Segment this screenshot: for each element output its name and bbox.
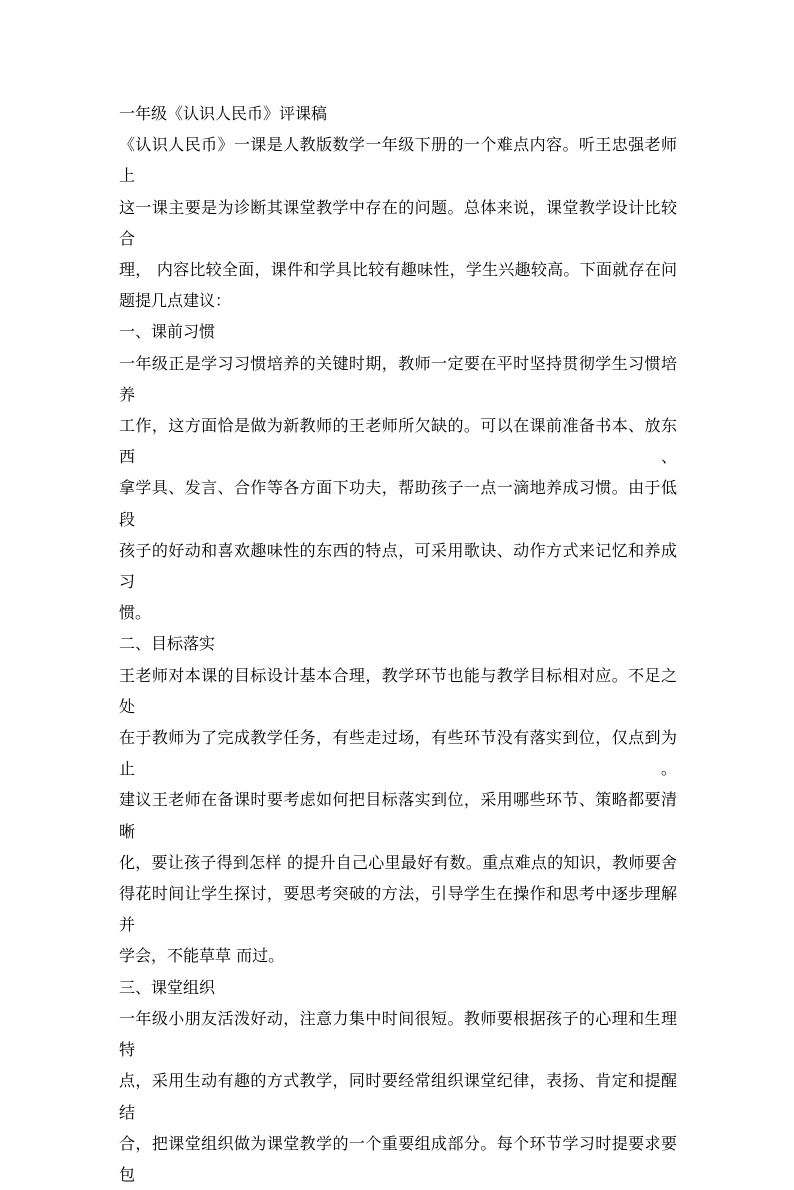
intro-paragraph: [119, 129, 677, 316]
paragraph-line: 惯。: [119, 603, 152, 623]
paragraph-line: 得花时间让学生探讨，要思考突破的方法，引导学生在操作和思考中逐步理解并: [119, 884, 677, 935]
intro-line: 《认识人民币》一课是人教版数学一年级下册的一个难点内容。听王忠强老师上: [119, 135, 677, 186]
section-heading: 二、目标落实: [119, 634, 216, 654]
intro-line: 这一课主要是为诊断其课堂教学中存在的问题。总体来说，课堂教学设计比较合: [119, 197, 677, 248]
paragraph-line: 学会，不能草草 而过。: [119, 946, 285, 966]
paragraph-line: 一年级小朋友活泼好动，注意力集中时间很短。教师要根据孩子的心理和生理特: [119, 1008, 677, 1060]
document-page: [119, 98, 677, 1190]
paragraph-line: 建议王老师在备课时要考虑如何把目标落实到位，采用哪些环节、策略都要清晰: [119, 790, 677, 841]
paragraph-line: 孩子的好动和喜欢趣味性的东西的特点，可采用歌诀、动作方式来记忆和养成习: [119, 540, 677, 592]
paragraph-line: 化，要让孩子得到怎样 的提升自己心里最好有数。重点难点的知识，教师要舍: [119, 852, 677, 872]
intro-line: 理， 内容比较全面，课件和学具比较有趣味性，学生兴趣较高。下面就存在问: [119, 260, 677, 280]
paragraph-line: 工作，这方面恰是做为新教师的王老师所欠缺的。可以在课前准备书本、放东西、: [119, 416, 677, 467]
section-paragraph: [119, 348, 677, 629]
paragraph-line: 王老师对本课的目标设计基本合理，教学环节也能与教学目标相对应。不足之处: [119, 665, 677, 716]
paragraph-line: 点，采用生动有趣的方式教学，同时要经常组织课堂纪律，表扬、肯定和提醒结: [119, 1071, 677, 1122]
intro-line: 题提几点建议：: [119, 291, 232, 311]
paragraph-line: 合，把课堂组织做为课堂教学的一个重要组成部分。每个环节学习时提要求要包: [119, 1133, 677, 1184]
paragraph-line: 在于教师为了完成教学任务，有些走过场，有些环节没有落实到位，仅点到为止。: [119, 728, 677, 779]
section-heading: 三、课堂组织: [119, 977, 216, 997]
paragraph-line: 拿学具、发言、合作等各方面下功夫，帮助孩子一点一滴地养成习惯。由于低段: [119, 478, 677, 529]
paragraph-line: 一年级正是学习习惯培养的关键时期，教师一定要在平时坚持贯彻学生习惯培养: [119, 353, 677, 404]
section-heading: 一、课前习惯: [119, 322, 216, 342]
section-paragraph: [119, 660, 677, 972]
section-paragraph: [119, 1003, 677, 1190]
document-title: 一年级《认识人民币》评课稿: [119, 104, 328, 123]
